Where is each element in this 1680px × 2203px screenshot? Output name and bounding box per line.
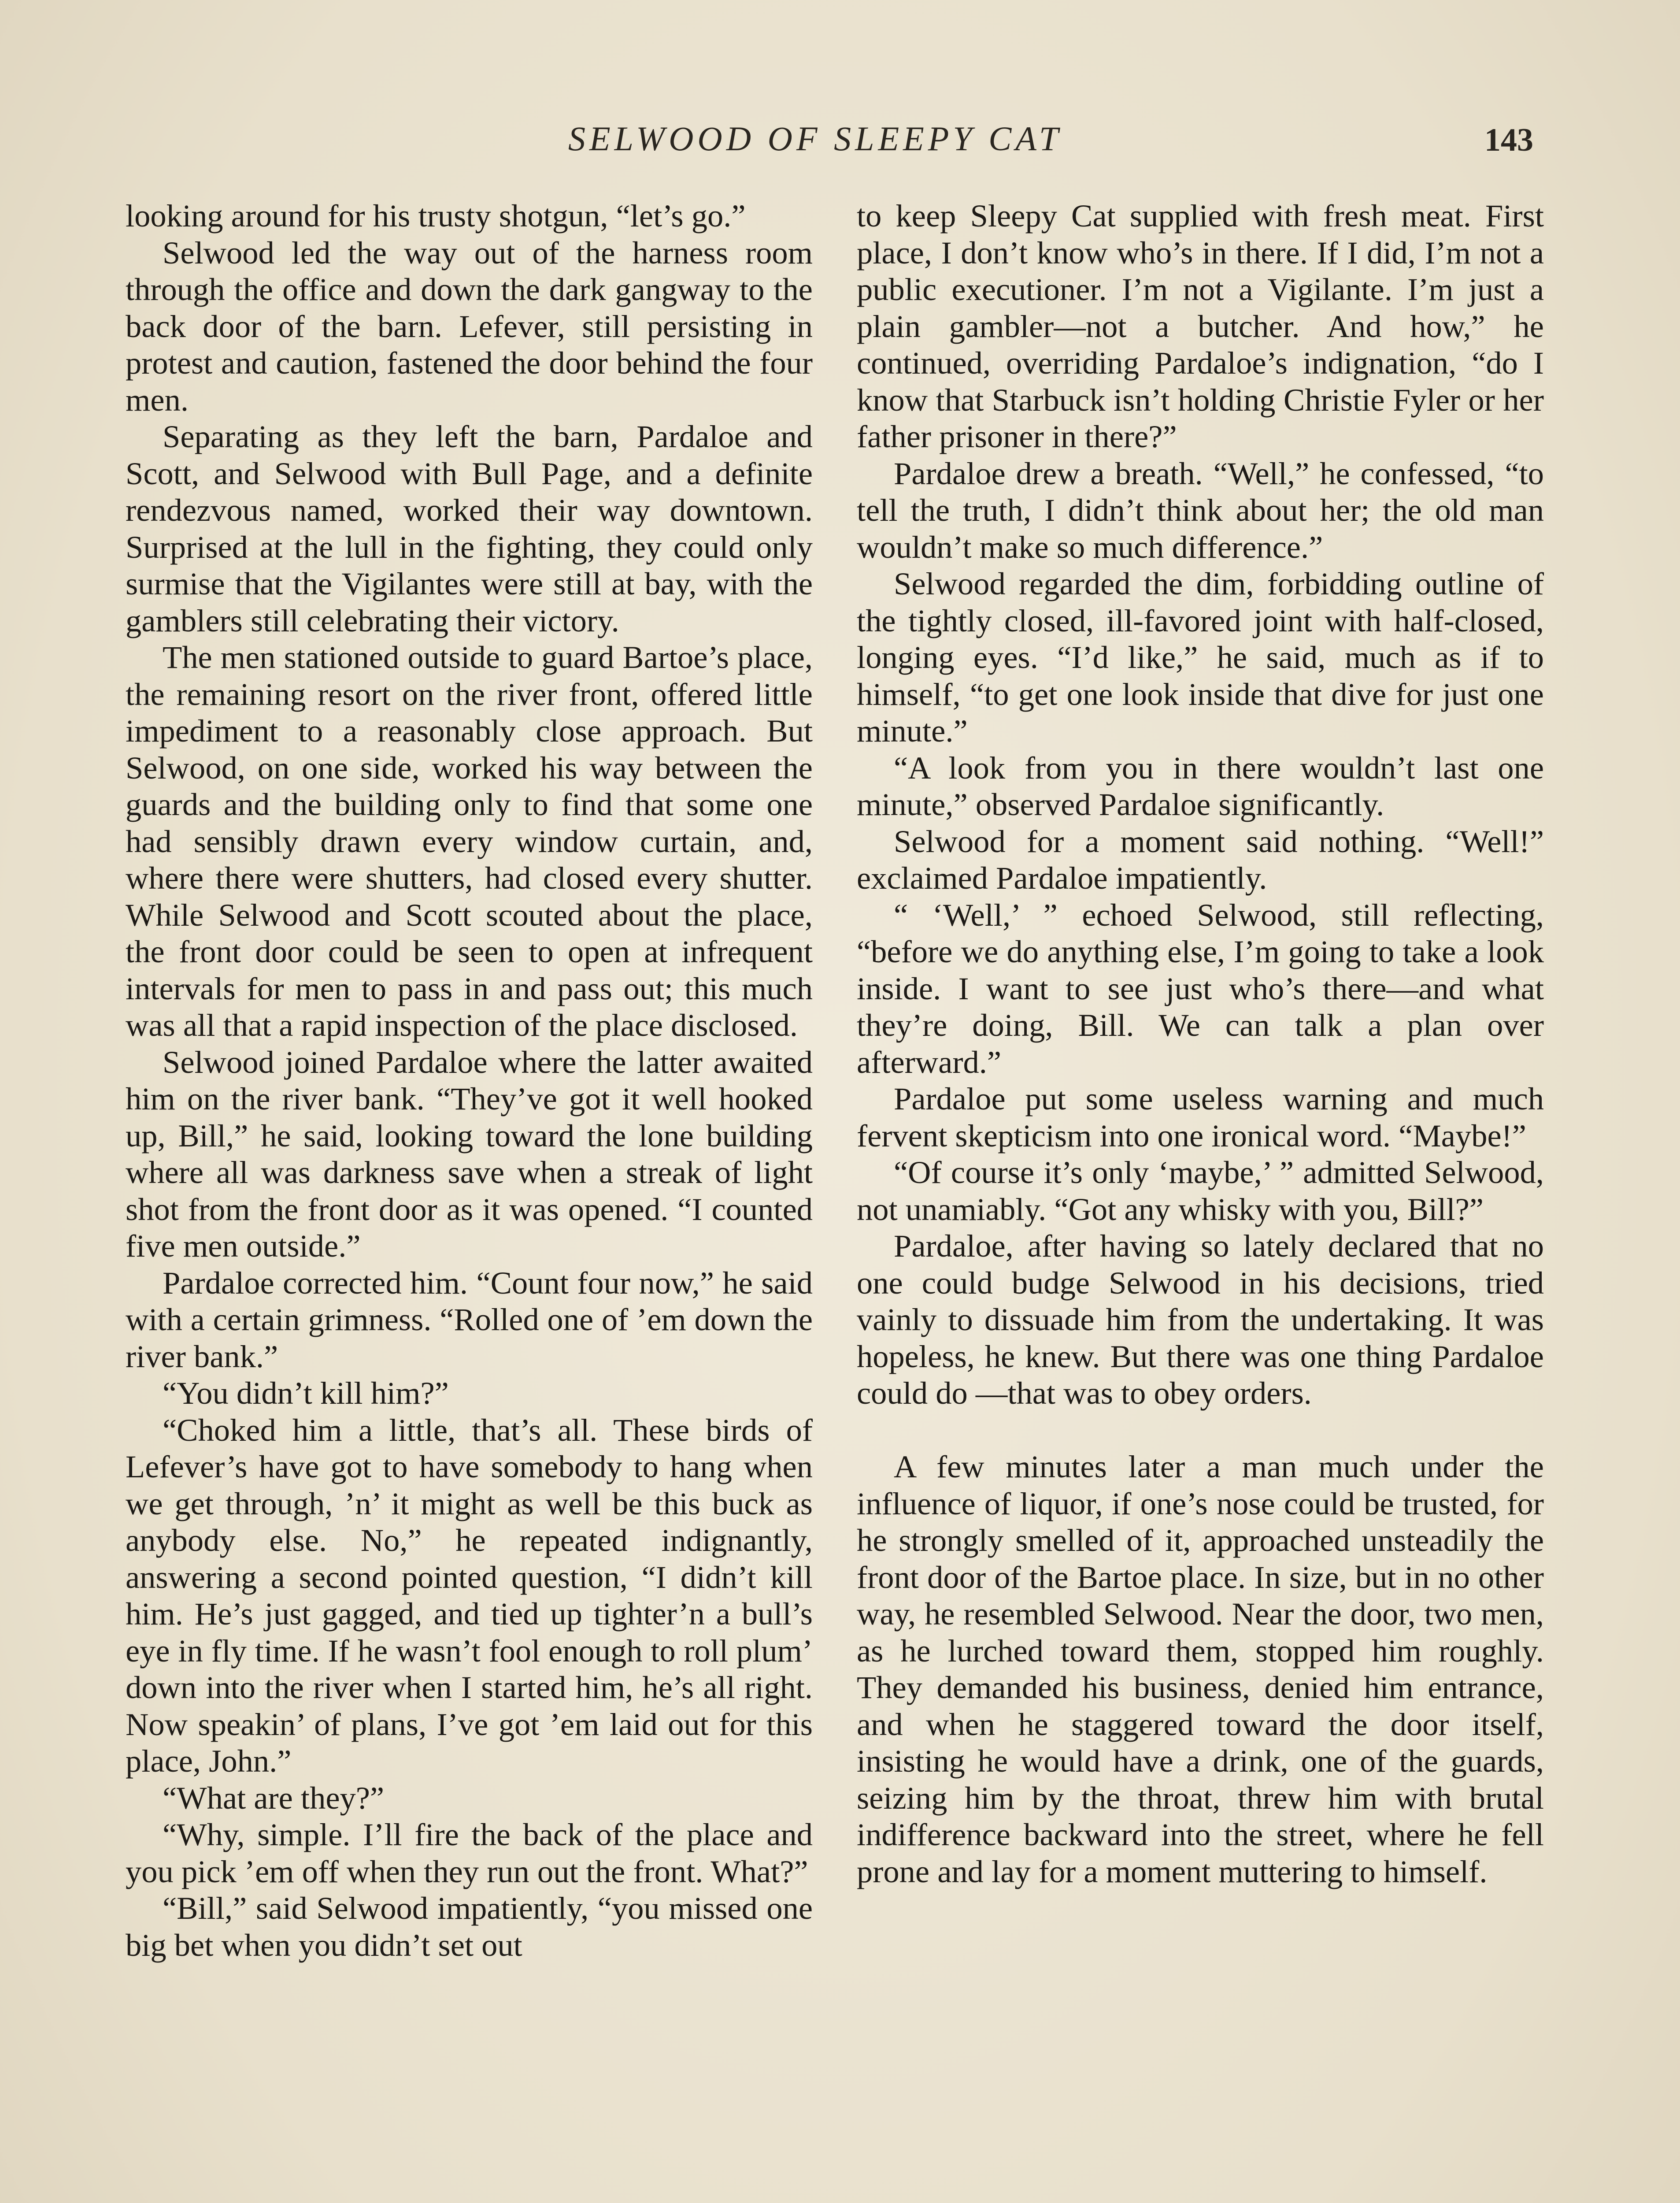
paragraph: “Bill,” said Selwood impatiently, “you missed one big bet when you didn’t set out	[126, 1890, 813, 1963]
right-column	[857, 197, 1544, 1890]
paragraph: Selwood led the way out of the harness room through the office and down the dark gangway to the back door of the barn. Lefever, still persisting in protest and caution, fastened the door behind the four men.	[126, 234, 813, 418]
paragraph: “What are they?”	[163, 1780, 385, 1816]
paragraph: Separating as they left the barn, Pardaloe and Scott, and Selwood with Bull Page, and a definite rendezvous named, worked their way downtown. Surprised at the lull in the fighting, they could only surmise that the Vigilantes were still at bay, with the gamblers still celebrating their victory.	[126, 419, 813, 638]
paragraph: “Why, simple. I’ll fire the back of the place and you pick ’em off when they run out the front. What?”	[126, 1817, 813, 1889]
paragraph: Pardaloe put some useless warning and much fervent skepticism into one ironical word. “Maybe!”	[857, 1081, 1544, 1153]
paragraph: “ ‘Well,’ ” echoed Selwood, still reflecting, “before we do anything else, I’m going to take a look inside. I want to see just who’s there—and what they’re doing, Bill. We can talk a plan over afterward.”	[857, 897, 1544, 1080]
paragraph: “You didn’t kill him?”	[163, 1375, 449, 1411]
paragraph: The men stationed outside to guard Bartoe’s place, the remaining resort on the river front, offered little impediment to a reasonably close approach. But Selwood, on one side, worked his way between the guards and the building only to find that some one had sensibly drawn every window curtain, and, where there were shutters, had closed every shutter. While Selwood and Scott scouted about the place, the front door could be seen to open at infrequent intervals for men to pass in and pass out; this much was all that a rapid inspection of the place disclosed.	[126, 639, 813, 1043]
paragraph: “A look from you in there wouldn’t last one minute,” observed Pardaloe significantly.	[857, 749, 1544, 822]
paragraph: “Choked him a little, that’s all. These birds of Lefever’s have got to have somebody to hang when we get through, ’n’ it might as well be this buck as anybody else. No,” he repeated indignantly, answering a second pointed question, “I didn’t kill him. He’s just gagged, and tied up tighter’n a bull’s eye in fly time. If he wasn’t fool enough to roll plum’ down into the river when I started him, he’s all right. Now speakin’ of plans, I’ve got ’em laid out for this place, John.”	[126, 1412, 813, 1779]
paragraph: Selwood regarded the dim, forbidding outline of the tightly closed, ill-favored joint with half-closed, longing eyes. “I’d like,” he said, much as if to himself, “to get one look inside that dive for just one minute.”	[857, 566, 1544, 749]
page-number: 143	[1484, 122, 1533, 158]
paragraph: A few minutes later a man much under the influence of liquor, if one’s nose could be trusted, for he strongly smelled of it, approached unsteadily the front door of the Bartoe place. In size, but in no other way, he resembled Selwood. Near the door, two men, as he lurched toward them, stopped him roughly. They demanded his business, denied him entrance, and when he staggered toward the door itself, insisting he would have a drink, one of the guards, seizing him by the throat, threw him with brutal indifference backward into the street, where he fell prone and lay for a moment muttering to himself.	[857, 1449, 1544, 1889]
paragraph: Selwood for a moment said nothing. “Well!” exclaimed Pardaloe impatiently.	[857, 823, 1544, 896]
running-title: SELWOOD OF SLEEPY CAT	[568, 119, 1062, 158]
paragraph: Selwood joined Pardaloe where the latter awaited him on the river bank. “They’ve got it well hooked up, Bill,” he said, looking toward the lone building where all was darkness save when a streak of light shot from the front door as it was opened. “I counted five men outside.”	[126, 1044, 813, 1264]
paragraph: Pardaloe, after having so lately declared that no one could budge Selwood in his decisions, tried vainly to dissuade him from the undertaking. It was hopeless, he knew. But there was one thing Pardaloe could do —that was to obey orders.	[857, 1228, 1544, 1411]
page-header	[0, 119, 1680, 167]
paragraph: Pardaloe corrected him. “Count four now,” he said with a certain grimness. “Rolled one of ’em down the river bank.”	[126, 1265, 813, 1374]
paragraph: to keep Sleepy Cat supplied with fresh meat. First place, I don’t know who’s in there. If I did, I’m not a public executioner. I’m not a Vigilante. I’m just a plain gambler—not a butcher. And how,” he continued, overriding Pardaloe’s indignation, “do I know that Starbuck isn’t holding Christie Fyler or her father prisoner in there?”	[857, 198, 1544, 454]
paragraph: “Of course it’s only ‘maybe,’ ” admitted Selwood, not unamiably. “Got any whisky with you, Bill?”	[857, 1154, 1544, 1227]
paragraph: looking around for his trusty shotgun, “let’s go.”	[126, 198, 746, 234]
left-column	[126, 197, 813, 1963]
paragraph: Pardaloe drew a breath. “Well,” he confessed, “to tell the truth, I didn’t think about her; the old man wouldn’t make so much difference.”	[857, 455, 1544, 565]
